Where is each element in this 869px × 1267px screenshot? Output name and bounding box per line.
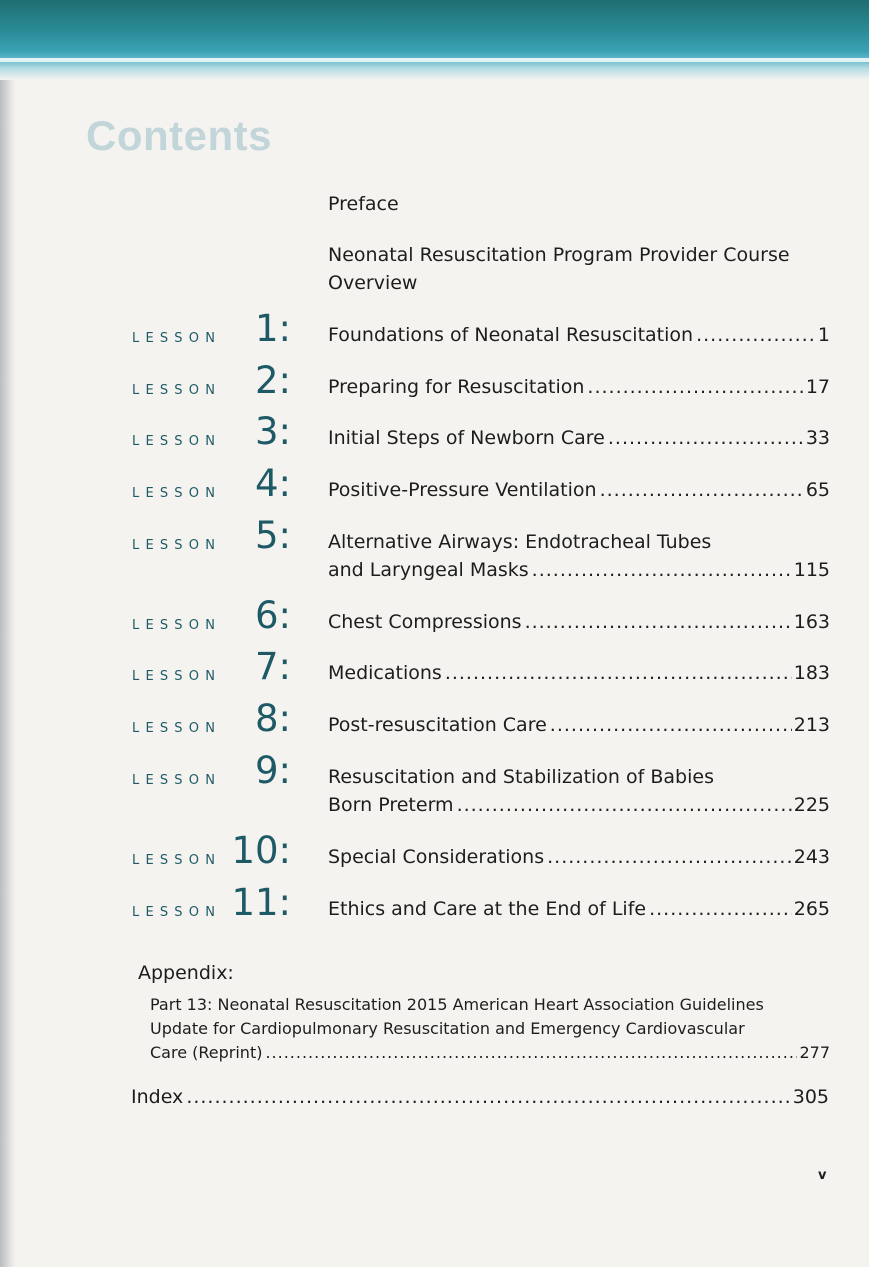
dot-leader [525,608,792,636]
page-number: 265 [793,898,830,920]
lesson-title: Ethics and Care at the End of Life [328,898,647,920]
lesson-label: LESSON [132,773,222,788]
dot-leader [600,476,804,504]
page-number: 243 [793,846,830,868]
lesson-title: Preparing for Resuscitation [328,376,585,398]
lesson-label: LESSON [132,721,222,736]
dot-leader [457,791,792,819]
lesson-label: LESSON [132,331,222,346]
header-stripe [0,58,869,62]
lesson-title: Chest Compressions [328,611,522,633]
lesson-label: LESSON [132,486,222,501]
dot-leader [265,1041,797,1065]
toc-lesson-7[interactable] [0,645,869,719]
lesson-label: LESSON [132,434,222,449]
toc-leader-line [328,476,830,504]
lesson-title-line1: Alternative Airways: Endotracheal Tubes [328,531,712,553]
page-number: 305 [792,1086,829,1108]
lesson-label: LESSON [132,383,222,398]
lesson-title: Post-resuscitation Care [328,714,547,736]
dot-leader [186,1083,790,1111]
page-number: 17 [805,376,830,398]
dot-leader [696,321,816,349]
lesson-number: 4: [254,462,291,505]
toc-lesson-1[interactable] [0,307,869,381]
lesson-number: 7: [254,645,291,688]
lesson-title: Initial Steps of Newborn Care [328,427,605,449]
lesson-title-line1: Resuscitation and Stabilization of Babies [328,766,714,788]
toc-entry-preface[interactable] [328,190,828,218]
lesson-number: 10: [231,829,291,872]
dot-leader [587,373,803,401]
dot-leader [649,895,792,923]
appendix-line3: Care (Reprint) [150,1043,263,1062]
index-title: Index [131,1086,184,1108]
toc-leader-line [328,608,830,636]
lesson-label: LESSON [132,669,222,684]
page-number: 183 [793,662,830,684]
toc-leader-line [150,1041,830,1065]
lesson-label: LESSON [132,538,222,553]
header-color-band [0,0,869,80]
toc-lesson-11[interactable] [0,881,869,955]
lesson-number: 3: [254,410,291,453]
toc-leader-line [328,373,830,401]
dot-leader [550,711,792,739]
appendix-line1: Part 13: Neonatal Resuscitation 2015 American Heart Association Guidelines [150,995,764,1014]
page-title: Contents [86,112,272,159]
page-number: 163 [793,611,830,633]
toc-entry-appendix[interactable] [150,993,830,1065]
lesson-number: 11: [231,881,291,924]
appendix-heading: Appendix: [138,962,234,984]
dot-leader [532,556,792,584]
toc-lesson-9[interactable] [0,749,869,823]
dot-leader [445,659,792,687]
lesson-label: LESSON [132,618,222,633]
page-number: 277 [799,1043,830,1062]
toc-leader-line [328,843,830,871]
toc-leader-line [131,1083,829,1111]
lesson-title: Special Considerations [328,846,545,868]
lesson-title-line2: Born Preterm [328,794,454,816]
toc-leader-line [328,424,830,452]
toc-entry-index[interactable] [131,1083,829,1111]
page-folio: v [818,1168,827,1183]
toc-lesson-3[interactable] [0,410,869,484]
toc-entry-title-line1: Neonatal Resuscitation Program Provider Course [328,244,790,266]
lesson-title-line2: and Laryngeal Masks [328,559,529,581]
lesson-label: LESSON [132,905,222,920]
lesson-number: 1: [254,307,291,350]
toc-leader-line [328,791,830,819]
toc-entry-title-line2: Overview [328,272,418,294]
lesson-number: 9: [254,749,291,792]
toc-lesson-8[interactable] [0,697,869,771]
lesson-number: 2: [254,359,291,402]
page-number: 33 [805,427,830,449]
page-number: 115 [793,559,830,581]
page-number: 1 [817,324,830,346]
toc-leader-line [328,711,830,739]
lesson-title: Foundations of Neonatal Resuscitation [328,324,694,346]
page-number: 225 [793,794,830,816]
toc-entry-title: Preface [328,193,399,215]
lesson-number: 5: [254,514,291,557]
lesson-label: LESSON [132,853,222,868]
dot-leader [547,843,792,871]
lesson-number: 6: [254,594,291,637]
toc-leader-line [328,556,830,584]
lesson-number: 8: [254,697,291,740]
toc-lesson-4[interactable] [0,462,869,536]
lesson-title: Positive-Pressure Ventilation [328,479,597,501]
appendix-line2: Update for Cardiopulmonary Resuscitation and Emergency Cardiovascular [150,1019,745,1038]
toc-leader-line [328,321,830,349]
toc-leader-line [328,659,830,687]
page-number: 65 [805,479,830,501]
toc-lesson-5[interactable] [0,514,869,588]
lesson-title: Medications [328,662,442,684]
toc-lesson-10[interactable] [0,829,869,903]
dot-leader [608,424,804,452]
toc-entry-course-overview[interactable] [328,241,828,297]
page-number: 213 [793,714,830,736]
toc-leader-line [328,895,830,923]
